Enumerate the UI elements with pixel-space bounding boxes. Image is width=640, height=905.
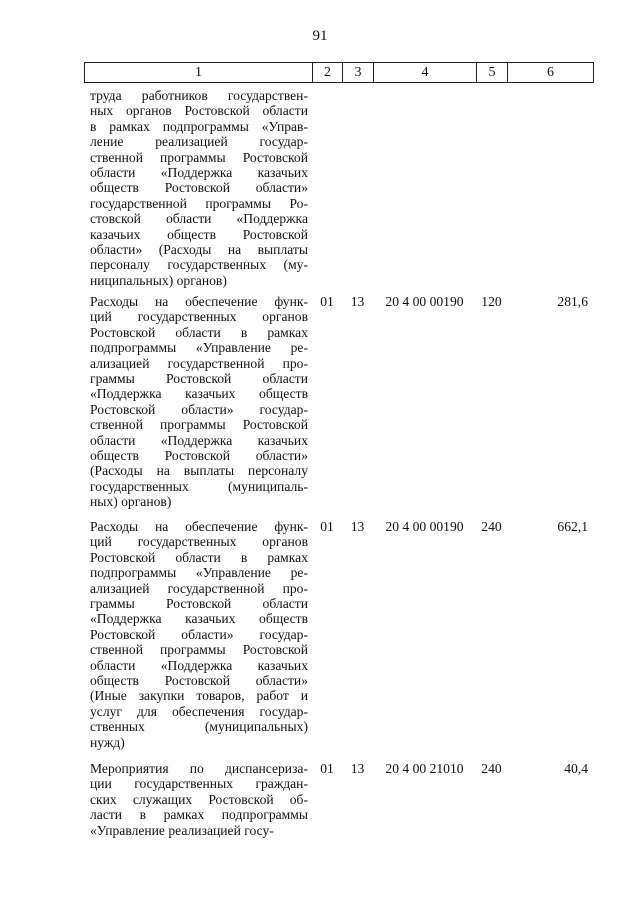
description-line: услуг для обеспечения государ- bbox=[90, 703, 308, 719]
description-line: казачьих обществ Ростовской bbox=[90, 226, 308, 242]
description-line: ниципальных) органов) bbox=[90, 272, 227, 288]
amount bbox=[507, 88, 594, 288]
description-line: подпрограммы «Управление ре- bbox=[90, 565, 308, 581]
description-line: труда работников государствен- bbox=[90, 88, 308, 103]
description-line: «Управление реализацией госу- bbox=[90, 822, 274, 838]
description-line: Ростовской области в рамках bbox=[90, 324, 308, 340]
expense-type-code: 240 bbox=[481, 761, 502, 776]
description-line: обществ Ростовской области» bbox=[90, 673, 308, 689]
table-header bbox=[84, 62, 594, 83]
description-line: ализацией государственной про- bbox=[90, 355, 308, 371]
section-code: 01 bbox=[320, 294, 334, 309]
target-article-code: 20 4 00 21010 bbox=[385, 761, 464, 776]
description-line: ственной программы Ростовской bbox=[90, 642, 308, 658]
header-col-2: 2 bbox=[312, 63, 342, 82]
amount: 281,6 bbox=[557, 294, 588, 309]
description-line: области «Поддержка казачьих bbox=[90, 432, 308, 448]
description-line: ций государственных органов bbox=[90, 534, 308, 550]
expense-type-code bbox=[476, 88, 507, 288]
target-article-code: 20 4 00 00190 bbox=[385, 294, 464, 309]
description-line: государственных (муниципаль- bbox=[90, 478, 308, 494]
table-row bbox=[84, 761, 594, 838]
subsection-code bbox=[342, 88, 373, 288]
description-line: ских служащих Ростовской об- bbox=[90, 791, 308, 807]
header-col-5: 5 bbox=[476, 63, 507, 82]
description-line: области «Поддержка казачьих bbox=[90, 657, 308, 673]
description-line: ализацией государственной про- bbox=[90, 580, 308, 596]
target-article-code: 20 4 00 00190 bbox=[385, 519, 464, 534]
description-line: Мероприятия по диспансеризa- bbox=[90, 761, 308, 776]
description-line: ных) органов) bbox=[90, 494, 172, 510]
header-col-4: 4 bbox=[373, 63, 476, 82]
description-line: стовской области «Поддержка bbox=[90, 211, 308, 227]
description-line: государственной программы Ро- bbox=[90, 195, 308, 211]
expense-type-code: 120 bbox=[481, 294, 502, 309]
description-line: ций государственных органов bbox=[90, 309, 308, 325]
description-line: Ростовской области» государ- bbox=[90, 401, 308, 417]
subsection-code: 13 bbox=[350, 294, 365, 309]
description-line: ственных (муниципальных) bbox=[90, 719, 308, 735]
row-description bbox=[84, 294, 312, 510]
description-line: ции государственных граждан- bbox=[90, 776, 308, 792]
description-line: «Поддержка казачьих обществ bbox=[90, 386, 308, 402]
description-line: подпрограммы «Управление ре- bbox=[90, 340, 308, 356]
amount: 662,1 bbox=[557, 519, 588, 534]
description-line: Ростовской области» государ- bbox=[90, 626, 308, 642]
description-line: (Расходы на выплаты персоналу bbox=[90, 463, 308, 479]
description-line: обществ Ростовской области» bbox=[90, 448, 308, 464]
target-article-code bbox=[373, 88, 476, 288]
description-line: «Поддержка казачьих обществ bbox=[90, 611, 308, 627]
table-row bbox=[84, 88, 594, 288]
table-row bbox=[84, 294, 594, 510]
section-code bbox=[312, 88, 342, 288]
expense-type-code: 240 bbox=[481, 519, 502, 534]
description-line: ственной программы Ростовской bbox=[90, 149, 308, 165]
row-description bbox=[84, 519, 312, 750]
description-line: обществ Ростовской области» bbox=[90, 180, 308, 196]
header-col-6: 6 bbox=[507, 63, 594, 82]
description-line: ных органов Ростовской области bbox=[90, 103, 308, 119]
description-line: граммы Ростовской области bbox=[90, 371, 308, 387]
description-line: Расходы на обеспечение функ- bbox=[90, 519, 308, 534]
row-description bbox=[84, 88, 312, 288]
description-line: нужд) bbox=[90, 734, 125, 750]
section-code: 01 bbox=[320, 761, 334, 776]
subsection-code: 13 bbox=[350, 519, 365, 534]
description-line: ласти в рамках подпрограммы bbox=[90, 807, 308, 823]
description-line: ление реализацией государ- bbox=[90, 134, 308, 150]
description-line: граммы Ростовской области bbox=[90, 596, 308, 612]
description-line: ственной программы Ростовской bbox=[90, 417, 308, 433]
table-row bbox=[84, 519, 594, 750]
description-line: в рамках подпрограммы «Управ- bbox=[90, 118, 308, 134]
section-code: 01 bbox=[320, 519, 334, 534]
page-number: 91 bbox=[312, 28, 328, 44]
amount: 40,4 bbox=[564, 761, 588, 776]
description-line: Ростовской области в рамках bbox=[90, 549, 308, 565]
description-line: персоналу государственных (му- bbox=[90, 257, 308, 273]
description-line: области» (Расходы на выплаты bbox=[90, 242, 308, 258]
description-line: области «Поддержка казачьих bbox=[90, 165, 308, 181]
header-col-3: 3 bbox=[342, 63, 373, 82]
header-col-1: 1 bbox=[84, 63, 312, 82]
row-description bbox=[84, 761, 312, 838]
description-line: Расходы на обеспечение функ- bbox=[90, 294, 308, 309]
description-line: (Иные закупки товаров, работ и bbox=[90, 688, 308, 704]
subsection-code: 13 bbox=[350, 761, 365, 776]
